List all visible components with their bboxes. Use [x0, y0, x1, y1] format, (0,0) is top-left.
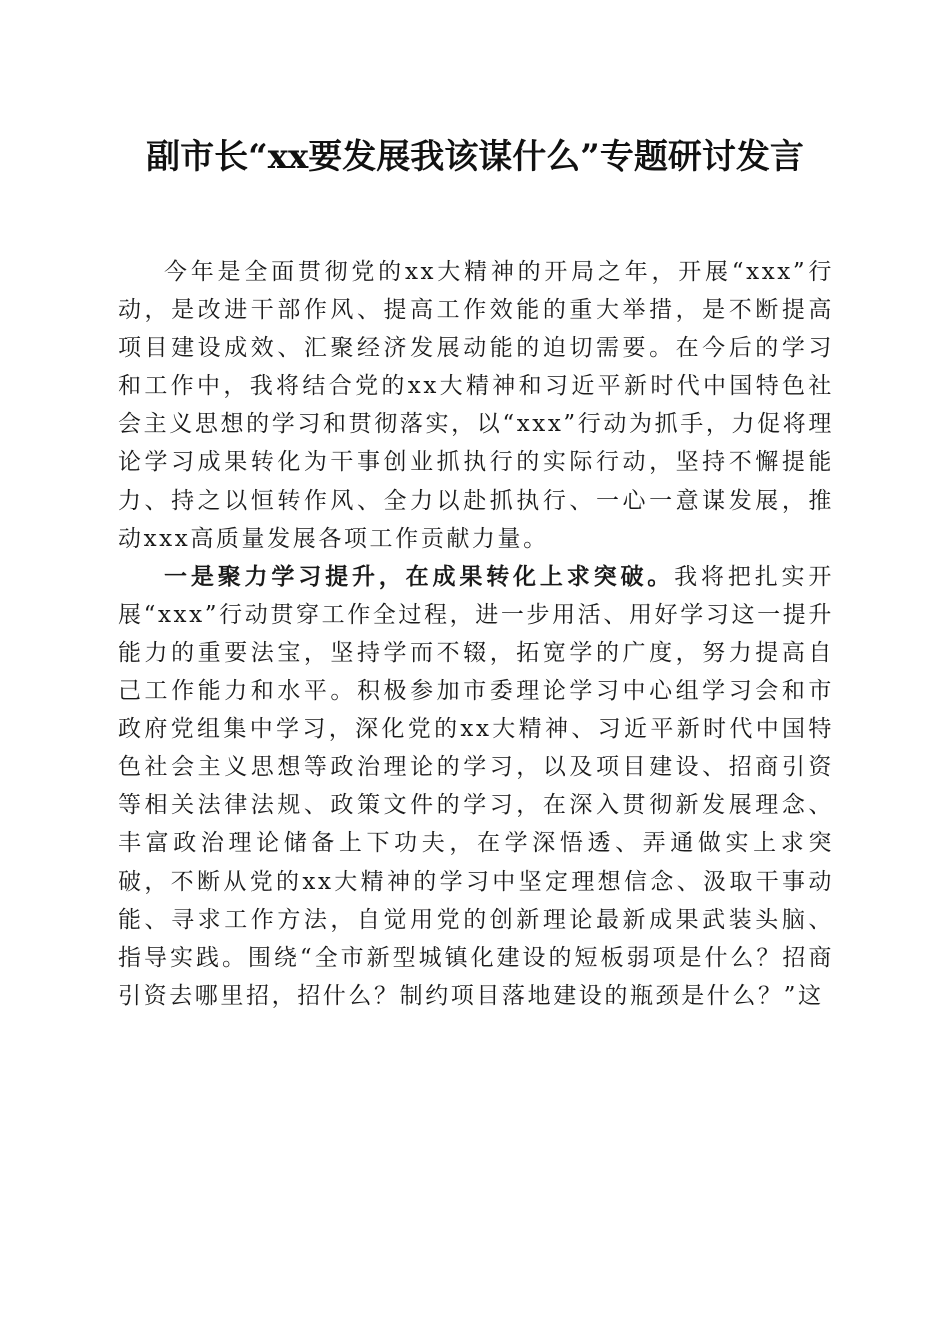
paragraph-point-one-heading: 一是聚力学习提升，在成果转化上求突破。 [164, 562, 675, 590]
paragraph-point-one [118, 558, 834, 1015]
document-title: 副市长“xx要发展我该谋什么”专题研讨发言 [146, 137, 804, 177]
paragraph-intro [118, 253, 834, 558]
paragraph-intro-text: 今年是全面贯彻党的xx大精神的开局之年，开展“xxx”行动，是改进干部作风、提高工作效能的重大举措，是不断提高项目建设成效、汇聚经济发展动能的迫切需要。在今后的学习和工作中，我将结合党的xx大精神和习近平新时代中国特色社会主义思想的学习和贯彻落实，以“xxx”行动为抓手，力促将理论学习成果转化为干事创业抓执行的实际行动，坚持不懈提能力、持之以恒转作风、全力以赴抓执行、一心一意谋发展，推动xxx高质量发展各项工作贡献力量。 [118, 259, 834, 552]
paragraph-point-one-text: 我将把扎实开展“xxx”行动贯穿工作全过程，进一步用活、用好学习这一提升能力的重要法宝，坚持学而不辍，拓宽学的广度，努力提高自己工作能力和水平。积极参加市委理论学习中心组学习会和市政府党组集中学习，深化党的xx大精神、习近平新时代中国特色社会主义思想等政治理论的学习，以及项目建设、招商引资等相关法律法规、政策文件的学习，在深入贯彻新发展理念、丰富政治理论储备上下功夫，在学深悟透、弄通做实上求突破，不断从党的xx大精神的学习中坚定理想信念、汲取干事动能、寻求工作方法，自觉用党的创新理论最新成果武装头脑、指导实践。围绕“全市新型城镇化建设的短板弱项是什么？招商引资去哪里招，招什么？制约项目落地建设的瓶颈是什么？”这 [118, 563, 834, 1009]
document-body [118, 253, 834, 1015]
